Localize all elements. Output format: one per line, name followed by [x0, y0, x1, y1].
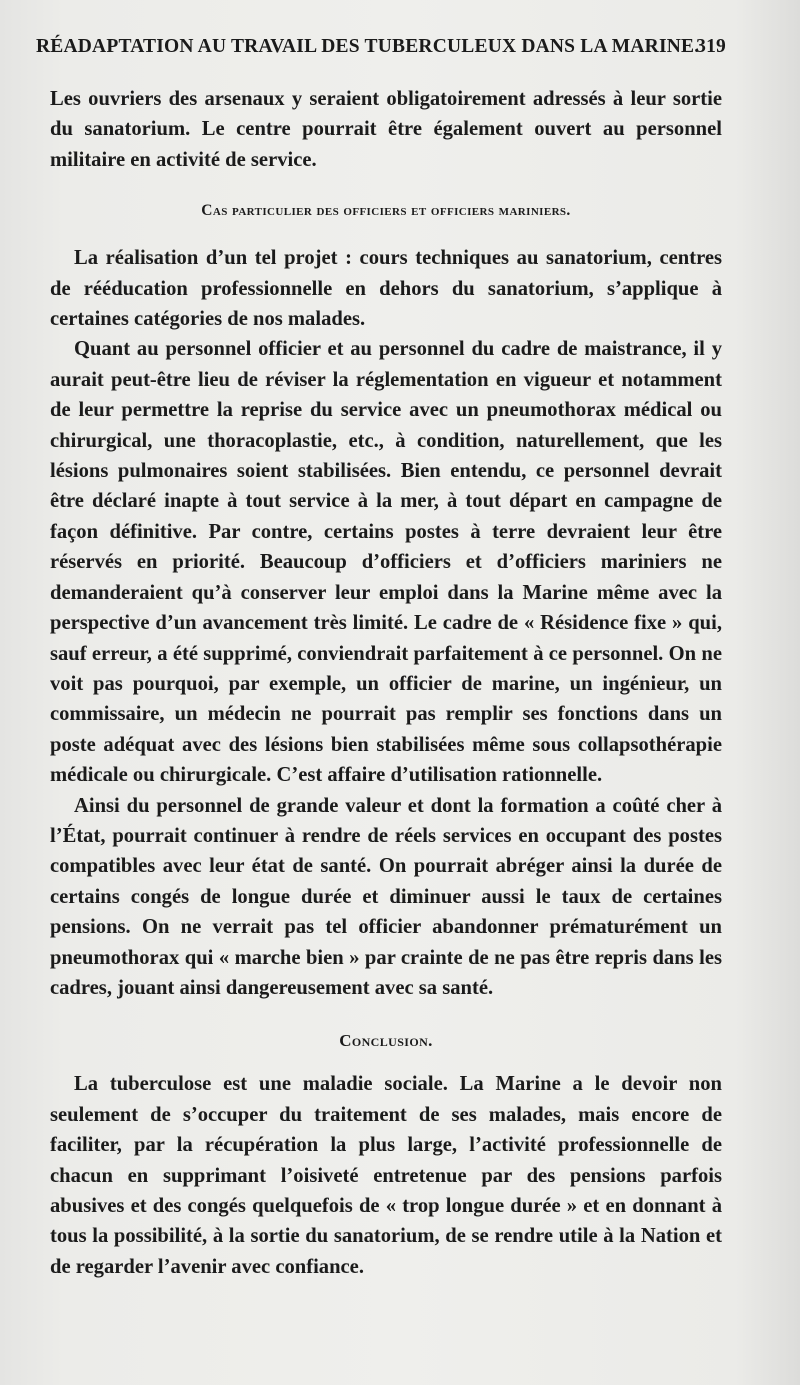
paragraph-4: Ainsi du personnel de grande valeur et dont la formation a coûté cher à l’État, pourrait continuer à rendre de réels services en occupant des postes compatibles avec leur état de santé. On pourrait abréger ainsi la durée de certains congés de longue durée et diminuer aussi le taux de certaines pensions. On ne verrait pas tel officier abandonner prématurément un pneumothorax qui « marche bien » par crainte de ne pas être repris dans les cadres, jouant ainsi dangereusement avec sa santé.	[50, 794, 722, 999]
paragraph-2: La réalisation d’un tel projet : cours techniques au sanatorium, centres de rééducation professionnelle en dehors du sanatorium, s’applique à certaines catégories de nos malades.	[50, 247, 722, 331]
paragraph-3: Quant au personnel officier et au personnel du cadre de maistrance, il y aurait peut-être lieu de réviser la réglementation en vigueur et notamment de leur permettre la reprise du service avec un pneumothorax médical ou chirurgical, une thoracoplastie, etc., à condition, naturellement, que les lésions pulmonaires soient stabilisées. Bien entendu, ce personnel devrait être déclaré inapte à tout service à la mer, à tout départ en campagne de façon définitive. Par contre, certains postes à terre devraient leur être réservés en priorité. Beaucoup d’officiers et d’officiers mariniers ne demanderaient qu’à conserver leur emploi dans la Marine même avec la perspective d’un avancement très limité. Le cadre de « Résidence fixe » qui, sauf erreur, a été supprimé, conviendrait parfaitement à ce personnel. On ne voit pas pourquoi, par exemple, un officier de marine, un ingénieur, un commissaire, un médecin ne pourrait pas remplir ses fonctions dans un poste adéquat avec des lésions bien stabilisées même sous collapsothérapie médicale ou chirurgicale. C’est affaire d’utilisation rationnelle.	[50, 338, 722, 787]
paragraph-5: La tuberculose est une maladie sociale. La Marine a le devoir non seulement de s’occuper du traitement de ses malades, mais encore de faciliter, par la récupération la plus large, l’activité professionnelle de chacun en supprimant l’oisiveté entretenue par des pensions parfois abusives et des congés quelquefois de « trop longue durée » et en donnant à tous la possibilité, à la sortie du sanatorium, de se rendre utile à la Nation et de regarder l’avenir avec confiance.	[50, 1073, 722, 1278]
page-number: 319	[696, 36, 726, 57]
paragraph-1: Les ouvriers des arsenaux y seraient obligatoirement adressés à leur sortie du sanatorium. Le centre pourrait être également ouvert au personnel militaire en activité de service.	[50, 88, 722, 171]
section-heading-conclusion: Conclusion.	[339, 1031, 433, 1051]
running-header	[36, 36, 726, 66]
section-heading-officers: Cas particulier des officiers et officiers mariniers.	[201, 202, 571, 220]
running-title: RÉADAPTATION AU TRAVAIL DES TUBERCULEUX DANS LA MARINE.	[36, 36, 700, 57]
body-text	[50, 84, 722, 1282]
